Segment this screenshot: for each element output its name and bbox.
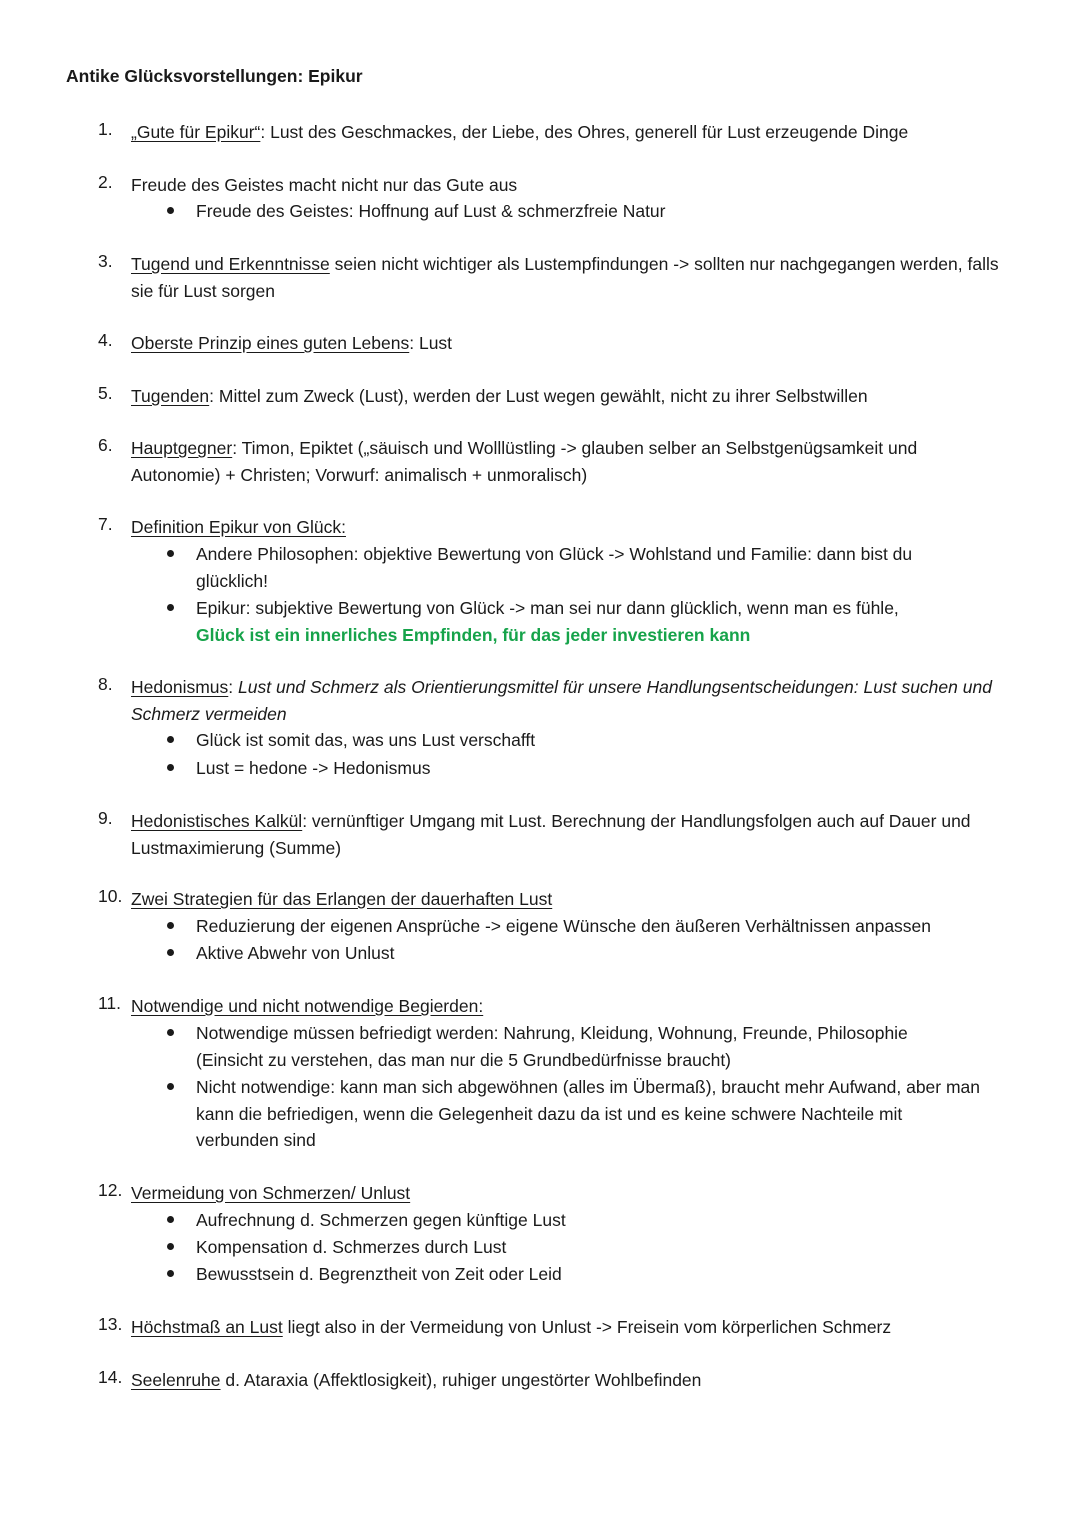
bullet-item [196,940,996,967]
item-text [131,808,1026,861]
item-number: 5. [98,383,113,403]
item-body: : Lust des Geschmackes, der Liebe, des Ohres, generell für Lust erzeugende Dinge [260,122,909,142]
bullet-item [196,595,996,648]
bullet-icon [167,550,174,557]
bullet-text: Aufrechnung d. Schmerzen gegen künftige Lust [196,1210,566,1230]
item-number: 4. [98,330,113,350]
item-text [131,119,1016,146]
item-text [131,172,1016,199]
item-body: : [228,677,239,697]
item-label: Vermeidung von Schmerzen/ Unlust [131,1183,411,1203]
item-number: 1. [98,119,113,139]
bullet-icon [167,1270,174,1277]
item-text [131,993,1016,1020]
item-italic-text: Lust und Schmerz als Orientierungsmittel für unsere Handlungsentscheidungen: Lust suchen und Schmerz vermeiden [131,677,992,724]
item-text [131,1367,1016,1394]
bullet-text: Bewusstsein d. Begrenztheit von Zeit oder Leid [196,1264,562,1284]
item-text [131,251,1016,304]
bullet-item [196,1261,996,1288]
bullet-icon [167,1029,174,1036]
item-number: 10. [98,886,123,906]
bullet-item [196,1207,996,1234]
bullet-icon [167,604,174,611]
bullet-item [196,755,996,782]
item-label: Notwendige und nicht notwendige Begierden: [131,996,484,1016]
item-body: d. Ataraxia (Affektlosigkeit), ruhiger ungestörter Wohlbefinden [220,1370,702,1390]
item-number: 2. [98,172,113,192]
bullet-text: Notwendige müssen befriedigt werden: Nahrung, Kleidung, Wohnung, Freunde, Philosophie (Einsicht zu verstehen, das man nur die 5 Grundbedürfnisse braucht) [196,1023,908,1070]
item-body: liegt also in der Vermeidung von Unlust -> Freisein vom körperlichen Schmerz [282,1317,892,1337]
item-text [131,435,971,488]
bullet-icon [167,949,174,956]
bullet-icon [167,207,174,214]
bullet-icon [167,1216,174,1223]
item-number: 3. [98,251,113,271]
bullet-item [196,1020,956,1073]
bullet-icon [167,736,174,743]
item-text [131,383,1016,410]
bullet-text: Freude des Geistes: Hoffnung auf Lust & schmerzfreie Natur [196,201,666,221]
item-number: 7. [98,514,113,534]
bullet-icon [167,1083,174,1090]
bullet-item [196,1074,986,1154]
item-label: Tugenden [131,386,210,406]
bullet-text: Nicht notwendige: kann man sich abgewöhnen (alles im Übermaß), braucht mehr Aufwand, aber man kann die befriedigen, wenn die Gelegenheit dazu da ist und es keine schwere Nachteile mit verbunden sind [196,1077,981,1150]
bullet-text: Reduzierung der eigenen Ansprüche -> eigene Wünsche den äußeren Verhältnissen anpassen [196,916,932,936]
item-label: Tugend und Erkenntnisse [131,254,330,274]
item-number: 11. [98,993,122,1013]
bullet-icon [167,1243,174,1250]
bullet-item [196,1234,996,1261]
item-text [131,514,1016,541]
item-label: Zwei Strategien für das Erlangen der dauerhaften Lust [131,889,553,909]
item-body: : Mittel zum Zweck (Lust), werden der Lust wegen gewählt, nicht zu ihrer Selbstwillen [209,386,868,406]
item-body: : Lust [409,333,453,353]
highlight-text: Glück ist ein innerliches Empfinden, für das jeder investieren kann [196,624,751,645]
bullet-text: Aktive Abwehr von Unlust [196,943,395,963]
bullet-icon [167,764,174,771]
item-number: 6. [98,435,113,455]
item-body: Freude des Geistes macht nicht nur das Gute aus [131,175,518,195]
item-body: : Timon, Epiktet („säuisch und Wolllüstling -> glauben selber an Selbstgenügsamkeit und Autonomie) + Christen; Vorwurf: animalisch + unmoralisch) [131,438,918,485]
item-body: seien nicht wichtiger als Lustempfindungen -> sollten nur nachgegangen werden, falls sie für Lust sorgen [131,254,999,301]
item-label: Oberste Prinzip eines guten Lebens [131,333,410,353]
item-number: 13. [98,1314,123,1334]
document-title: Antike Glücksvorstellungen: Epikur [66,66,363,86]
bullet-item [196,727,996,754]
item-label: Hedonismus [131,677,229,697]
item-label: Definition Epikur von Glück: [131,517,346,537]
item-text [131,330,1016,357]
item-label: Hedonistisches Kalkül [131,811,303,831]
item-number: 9. [98,808,113,828]
bullet-item [196,198,996,225]
bullet-text: Epikur: subjektive Bewertung von Glück -> man sei nur dann glücklich, wenn man es fühle, [196,598,899,618]
item-body: : vernünftiger Umgang mit Lust. Berechnung der Handlungsfolgen auch auf Dauer und Lustmaximierung (Summe) [131,811,971,858]
item-text [131,674,1001,727]
item-number: 14. [98,1367,123,1387]
item-label: Seelenruhe [131,1370,221,1390]
item-text [131,1314,1016,1341]
item-text [131,1180,1016,1207]
item-label: Hauptgegner [131,438,233,458]
bullet-text: Andere Philosophen: objektive Bewertung von Glück -> Wohlstand und Familie: dann bist du glücklich! [196,544,913,591]
bullet-icon [167,922,174,929]
bullet-item [196,913,996,940]
item-label: „Gute für Epikur“ [131,122,261,142]
item-label: Höchstmaß an Lust [131,1317,283,1337]
bullet-item [196,541,966,594]
bullet-text: Lust = hedone -> Hedonismus [196,758,431,778]
item-number: 8. [98,674,113,694]
bullet-text: Kompensation d. Schmerzes durch Lust [196,1237,507,1257]
bullet-text: Glück ist somit das, was uns Lust verschafft [196,730,536,750]
item-number: 12. [98,1180,123,1200]
item-text [131,886,1016,913]
